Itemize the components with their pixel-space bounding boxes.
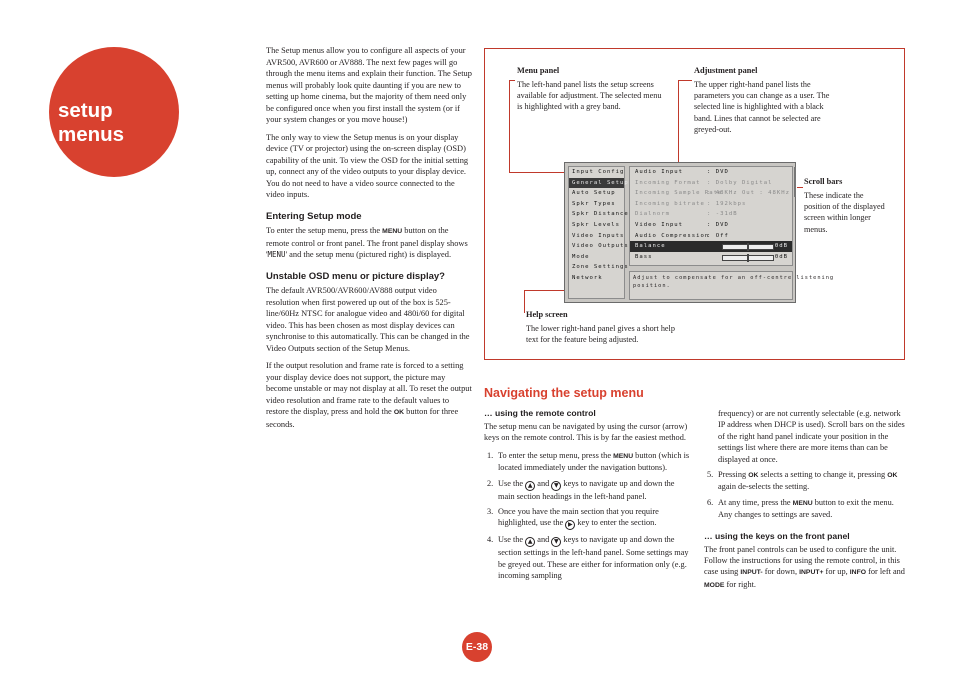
menu-panel-leader-tick <box>509 80 515 81</box>
remote-steps-list <box>484 450 690 582</box>
entering-setup-text: To enter the setup menu, press the MENU button on the remote control or front panel. The front panel display shows 'MENU' and the setup menu (pictured right) is displayed. <box>266 226 468 259</box>
entering-setup-heading: Entering Setup mode <box>266 210 362 222</box>
osd-adjust-value: : DVD <box>707 169 729 175</box>
adjustment-panel-leader-tick <box>678 80 692 81</box>
osd-adjust-label: Bass <box>635 253 653 260</box>
osd-adjust-row <box>630 199 792 210</box>
osd-adjust-value: : DVD <box>707 221 729 228</box>
osd-menu-item[interactable]: Spkr Types <box>572 200 616 207</box>
osd-adjust-label: Incoming Sample Rate <box>635 190 723 197</box>
right-arrow-icon: ▶ <box>565 520 575 530</box>
list-item: 1. To enter the setup menu, press the MENU button (which is located immediately under the navigation buttons). <box>487 450 690 473</box>
help-screen-callout <box>526 310 686 345</box>
list-item: 6. At any time, press the MENU button to exit the menu. Any changes to settings are saved. <box>707 497 894 520</box>
adjustment-panel-title: Adjustment panel <box>694 66 758 75</box>
unstable-osd-paragraph-2: If the output resolution and frame rate is forced to a setting your display device does not support, the picture may become unstable or may not display at all. To reset the output video resolution and frame rate to the default values to restore the display, press and hold the OK button for three seconds. <box>266 361 472 429</box>
navigating-heading: Navigating the setup menu <box>484 386 644 400</box>
list-item: 2. Use the ▲ and ▼ keys to navigate up and down the main section headings in the left-hand panel. <box>487 478 675 501</box>
ok-key-label: OK <box>393 409 405 416</box>
osd-slider[interactable] <box>722 244 774 250</box>
osd-adjust-label: Incoming Format <box>635 179 701 186</box>
osd-adjust-value: : 192kbps <box>707 200 747 207</box>
osd-adjust-value: : -31dB <box>707 211 738 218</box>
unstable-osd-heading: Unstable OSD menu or picture display? <box>266 270 445 282</box>
osd-adjust-row <box>630 188 792 199</box>
osd-adjust-row[interactable] <box>630 220 792 231</box>
left-column <box>266 45 472 436</box>
list-item: 5. Pressing OK selects a setting to change it, pressing OK again de-selects the setting. <box>707 470 898 492</box>
osd-adjust-row[interactable] <box>630 231 792 242</box>
help-screen-title: Help screen <box>526 310 568 319</box>
front-panel-heading: … using the keys on the front panel <box>704 530 850 541</box>
front-panel-text: The front panel controls can be used to configure the unit. Follow the instructions for using the remote control, in this case using INPUT- for down, INPUT+ for up, INFO for left and MODE for right. <box>704 544 905 589</box>
osd-adjust-label: Audio Input <box>635 169 684 175</box>
osd-adjust-row[interactable] <box>630 241 792 252</box>
help-screen-leader-vertical <box>524 290 525 313</box>
menu-panel-text: The left-hand panel lists the setup screens available for adjustment. The selected menu is highlighted with a grey band. <box>517 80 662 112</box>
osd-adjust-label: Balance <box>635 243 666 250</box>
list-item: 3. Once you have the main section that you require highlighted, use the ▶ key to enter the section. <box>487 507 659 529</box>
osd-menu-item[interactable]: Zone Settings <box>572 264 629 271</box>
menu-panel-callout <box>517 66 667 113</box>
page-number-badge: E-38 <box>462 632 492 662</box>
intro-paragraph-2: The only way to view the Setup menus is on your display device (TV or projector) using the on-screen display (OSD) capability of the unit. To view the OSD for the initial setting up, connect any of the video outputs to your display device. You do not need to have a video source connected to the video inputs. <box>266 132 469 199</box>
remote-control-intro: The setup menu can be navigated by using the cursor (arrow) keys on the remote control. This is by far the easiest method. <box>484 422 688 443</box>
remote-control-heading: … using the remote control <box>484 408 596 418</box>
scroll-bars-text: These indicate the position of the displayed screen within longer menus. <box>804 191 885 234</box>
osd-help-panel <box>629 271 835 300</box>
osd-menu-item[interactable]: Mode <box>572 253 590 260</box>
scroll-bar[interactable] <box>794 167 796 197</box>
down-arrow-icon: ▼ <box>551 537 561 547</box>
osd-menu-item[interactable]: Video Outputs <box>572 243 629 250</box>
down-arrow-icon: ▼ <box>551 481 561 491</box>
osd-adjust-row <box>630 209 792 220</box>
osd-adjustment-panel <box>629 166 793 266</box>
osd-adjust-row[interactable] <box>630 167 792 178</box>
osd-adjust-value: : Off <box>707 232 729 239</box>
osd-adjust-value: : Dolby Digital <box>707 179 773 186</box>
page-title: setup menus <box>58 99 125 146</box>
osd-adjust-value: 0dB <box>774 253 788 260</box>
osd-adjust-label: Audio Compression <box>635 232 710 239</box>
unstable-osd-paragraph-1: The default AVR500/AVR600/AV888 output video resolution when first powered up out of the box is 525-line/60Hz NTSC for analogue video and 480i/60 for digital video. This has been chosen as most display devices can synchronise to this automatically. This can be changed in the Video Outputs section of the Setup Menus. <box>266 286 470 353</box>
scroll-bars-callout <box>804 177 890 235</box>
osd-adjust-row[interactable] <box>630 252 792 263</box>
osd-menu-item[interactable]: General Setup <box>569 178 624 189</box>
up-arrow-icon: ▲ <box>525 481 535 491</box>
up-arrow-icon: ▲ <box>525 537 535 547</box>
menu-panel-leader-horizontal <box>509 172 567 173</box>
osd-help-text: Adjust to compensate for an off-centre listening position. <box>633 275 835 289</box>
osd-adjust-label: Dialnorm <box>635 211 670 218</box>
osd-adjust-label: Video Input <box>635 221 684 228</box>
step-4-continued: frequency) or are not currently selectable (e.g. network IP address when DHCP is used). Scroll bars on the sides of the right hand panel indicate your position in the settings list where there are more items than can be displayed at once. <box>718 409 905 464</box>
adjustment-panel-text: The upper right-hand panel lists the parameters you can change as a user. The selected line is highlighted with a black band. Lines that cannot be selected are greyed-out. <box>694 80 830 134</box>
scroll-bars-leader <box>797 187 803 188</box>
osd-menu-item[interactable]: Video Inputs <box>572 232 625 239</box>
remote-control-section <box>484 408 690 586</box>
help-screen-text: The lower right-hand panel gives a short help text for the feature being adjusted. <box>526 324 675 345</box>
menu-panel-title: Menu panel <box>517 66 560 75</box>
menu-panel-leader-vertical <box>509 80 510 172</box>
osd-menu-item[interactable]: Auto Setup <box>572 190 616 197</box>
osd-adjust-value: : 48KHz Out : 48KHz <box>707 190 790 197</box>
title-circle <box>49 47 179 177</box>
osd-adjust-label: Incoming bitrate <box>635 200 705 207</box>
osd-adjust-value: 0dB <box>774 243 788 250</box>
list-item: 4. Use the ▲ and ▼ keys to navigate up and down the section settings in the left-hand panel. Some settings may be greyed out. These are either for information only (e.g. incoming sampling <box>487 535 689 581</box>
osd-adjust-row <box>630 178 792 189</box>
adjustment-panel-callout <box>694 66 834 135</box>
osd-slider[interactable] <box>722 255 774 261</box>
osd-menu-item[interactable]: Input Config <box>572 169 625 175</box>
osd-menu-panel <box>568 166 629 299</box>
osd-menu-item[interactable]: Spkr Distance <box>572 211 629 218</box>
scroll-bars-title: Scroll bars <box>804 177 843 186</box>
menu-key-label: MENU <box>382 228 403 235</box>
navigating-column-2 <box>704 408 908 591</box>
intro-paragraph-1: The Setup menus allow you to configure all aspects of your AVR500, AVR600 or AV888. The next few pages will go through the menu items and explain their function. The Setup menus will probably look quite daunting if you are new to setting up home cinema, but the majority of them need only be configured once when you first install the system (or if your system changes or you move house!) <box>266 46 472 124</box>
osd-menu-item[interactable]: Spkr Levels <box>572 221 621 228</box>
front-display-text: MENU <box>267 250 286 259</box>
osd-menu-item[interactable]: Network <box>572 274 603 281</box>
